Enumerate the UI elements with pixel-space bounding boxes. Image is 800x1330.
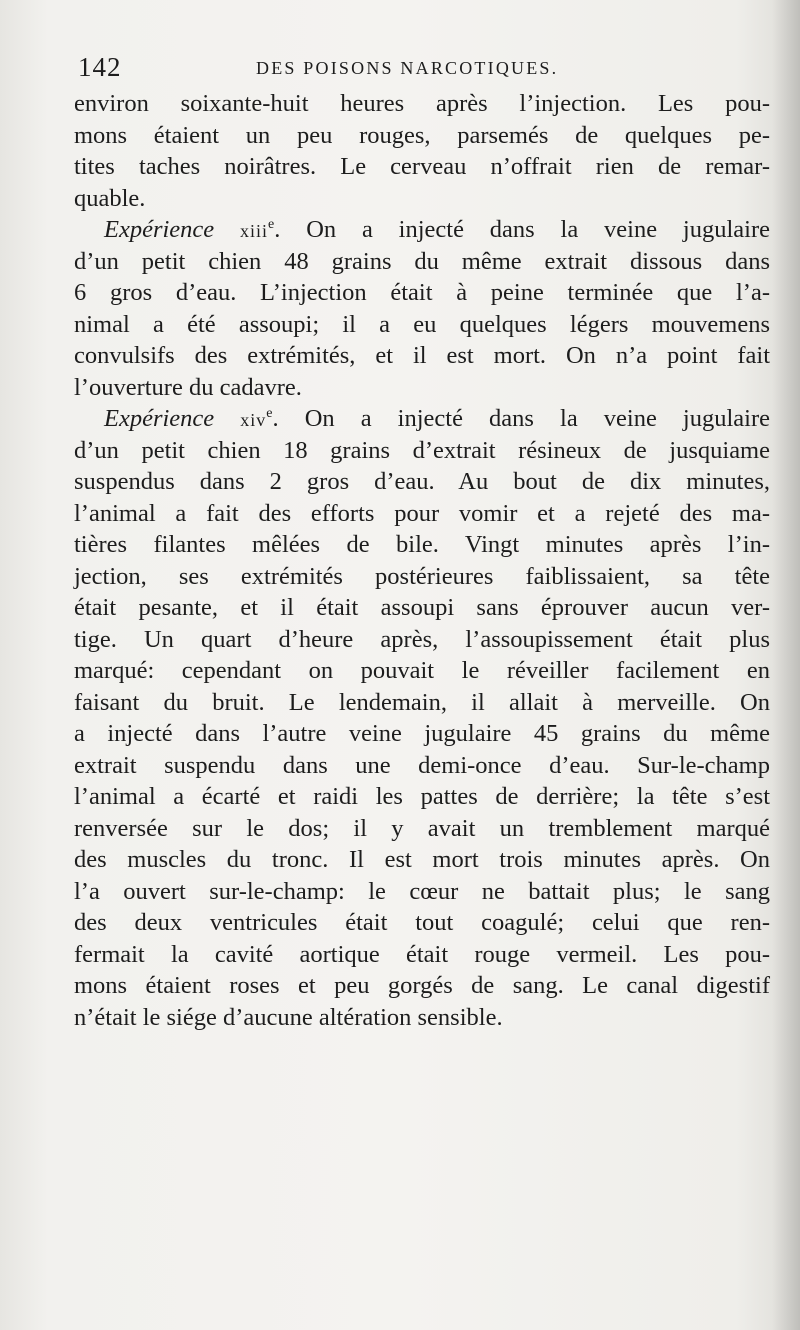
text-line: suspendus dans 2 gros d’eau. Au bout de dix minutes, <box>74 468 770 495</box>
text-line: faisant du bruit. Le lendemain, il allait à merveille. On <box>74 688 770 716</box>
text-line: des muscles du tronc. Il est mort trois minutes après. On <box>74 846 770 873</box>
text-line: extrait suspendu dans une demi-once d’eau. Sur-le-champ <box>74 751 770 779</box>
ordinal-superscript: e <box>266 405 273 421</box>
page-edge-shadow <box>772 0 800 1330</box>
experiment-heading-text: . On a injecté dans la veine jugulaire <box>274 216 770 243</box>
text-line: d’un petit chien 48 grains du même extrait dissous dans <box>74 247 770 275</box>
experiment-label: Expérience <box>104 216 215 243</box>
text-line: marqué: cependant on pouvait le réveiller facilement en <box>74 657 770 684</box>
text-line: l’ouverture du cadavre. <box>74 373 302 401</box>
text-line: l’animal a écarté et raidi les pattes de derrière; la tête s’est <box>74 783 770 810</box>
text-line: nimal a été assoupi; il a eu quelques légers mouvemens <box>74 310 770 338</box>
page-header <box>78 52 758 86</box>
text-line: convulsifs des extrémités, et il est mort. On n’a point fait <box>74 342 770 369</box>
text-line: tites taches noirâtres. Le cerveau n’offrait rien de remar- <box>74 153 770 180</box>
experiment-14-heading <box>74 403 770 435</box>
experiment-13-heading <box>74 214 770 246</box>
text-line: d’un petit chien 18 grains d’extrait résineux de jusquiame <box>74 436 770 464</box>
text-line: n’était le siége d’aucune altération sensible. <box>74 1003 503 1031</box>
text-line: environ soixante-huit heures après l’injection. Les pou- <box>74 90 770 117</box>
text-line: quable. <box>74 184 146 212</box>
text-line: renversée sur le dos; il y avait un tremblement marqué <box>74 814 770 842</box>
text-line: l’animal a fait des efforts pour vomir et a rejeté des ma- <box>74 499 770 527</box>
text-line: mons étaient roses et peu gorgés de sang. Le canal digestif <box>74 972 770 999</box>
experiment-numeral: xiv <box>240 410 267 430</box>
text-line: jection, ses extrémités postérieures faiblissaient, sa tête <box>74 562 770 590</box>
text-line: tige. Un quart d’heure après, l’assoupissement était plus <box>74 625 770 653</box>
running-title: DES POISONS NARCOTIQUES. <box>256 58 559 78</box>
text-line: a injecté dans l’autre veine jugulaire 45 grains du même <box>74 720 770 747</box>
text-line: des deux ventricules était tout coagulé; celui que ren- <box>74 909 770 936</box>
text-line: 6 gros d’eau. L’injection était à peine terminée que l’a- <box>74 279 770 306</box>
experiment-numeral: xiii <box>240 221 269 241</box>
body-text <box>74 88 770 1033</box>
text-line: l’a ouvert sur-le-champ: le cœur ne battait plus; le sang <box>74 877 770 905</box>
text-line: fermait la cavité aortique était rouge vermeil. Les pou- <box>74 940 770 968</box>
experiment-heading-text: . On a injecté dans la veine jugulaire <box>272 405 770 432</box>
experiment-label: Expérience <box>104 405 215 432</box>
ordinal-superscript: e <box>268 216 275 232</box>
text-line: tières filantes mêlées de bile. Vingt minutes après l’in- <box>74 531 770 558</box>
text-line: mons étaient un peu rouges, parsemés de quelques pe- <box>74 121 770 149</box>
page-number: 142 <box>78 52 122 82</box>
text-line: était pesante, et il était assoupi sans éprouver aucun ver- <box>74 594 770 621</box>
